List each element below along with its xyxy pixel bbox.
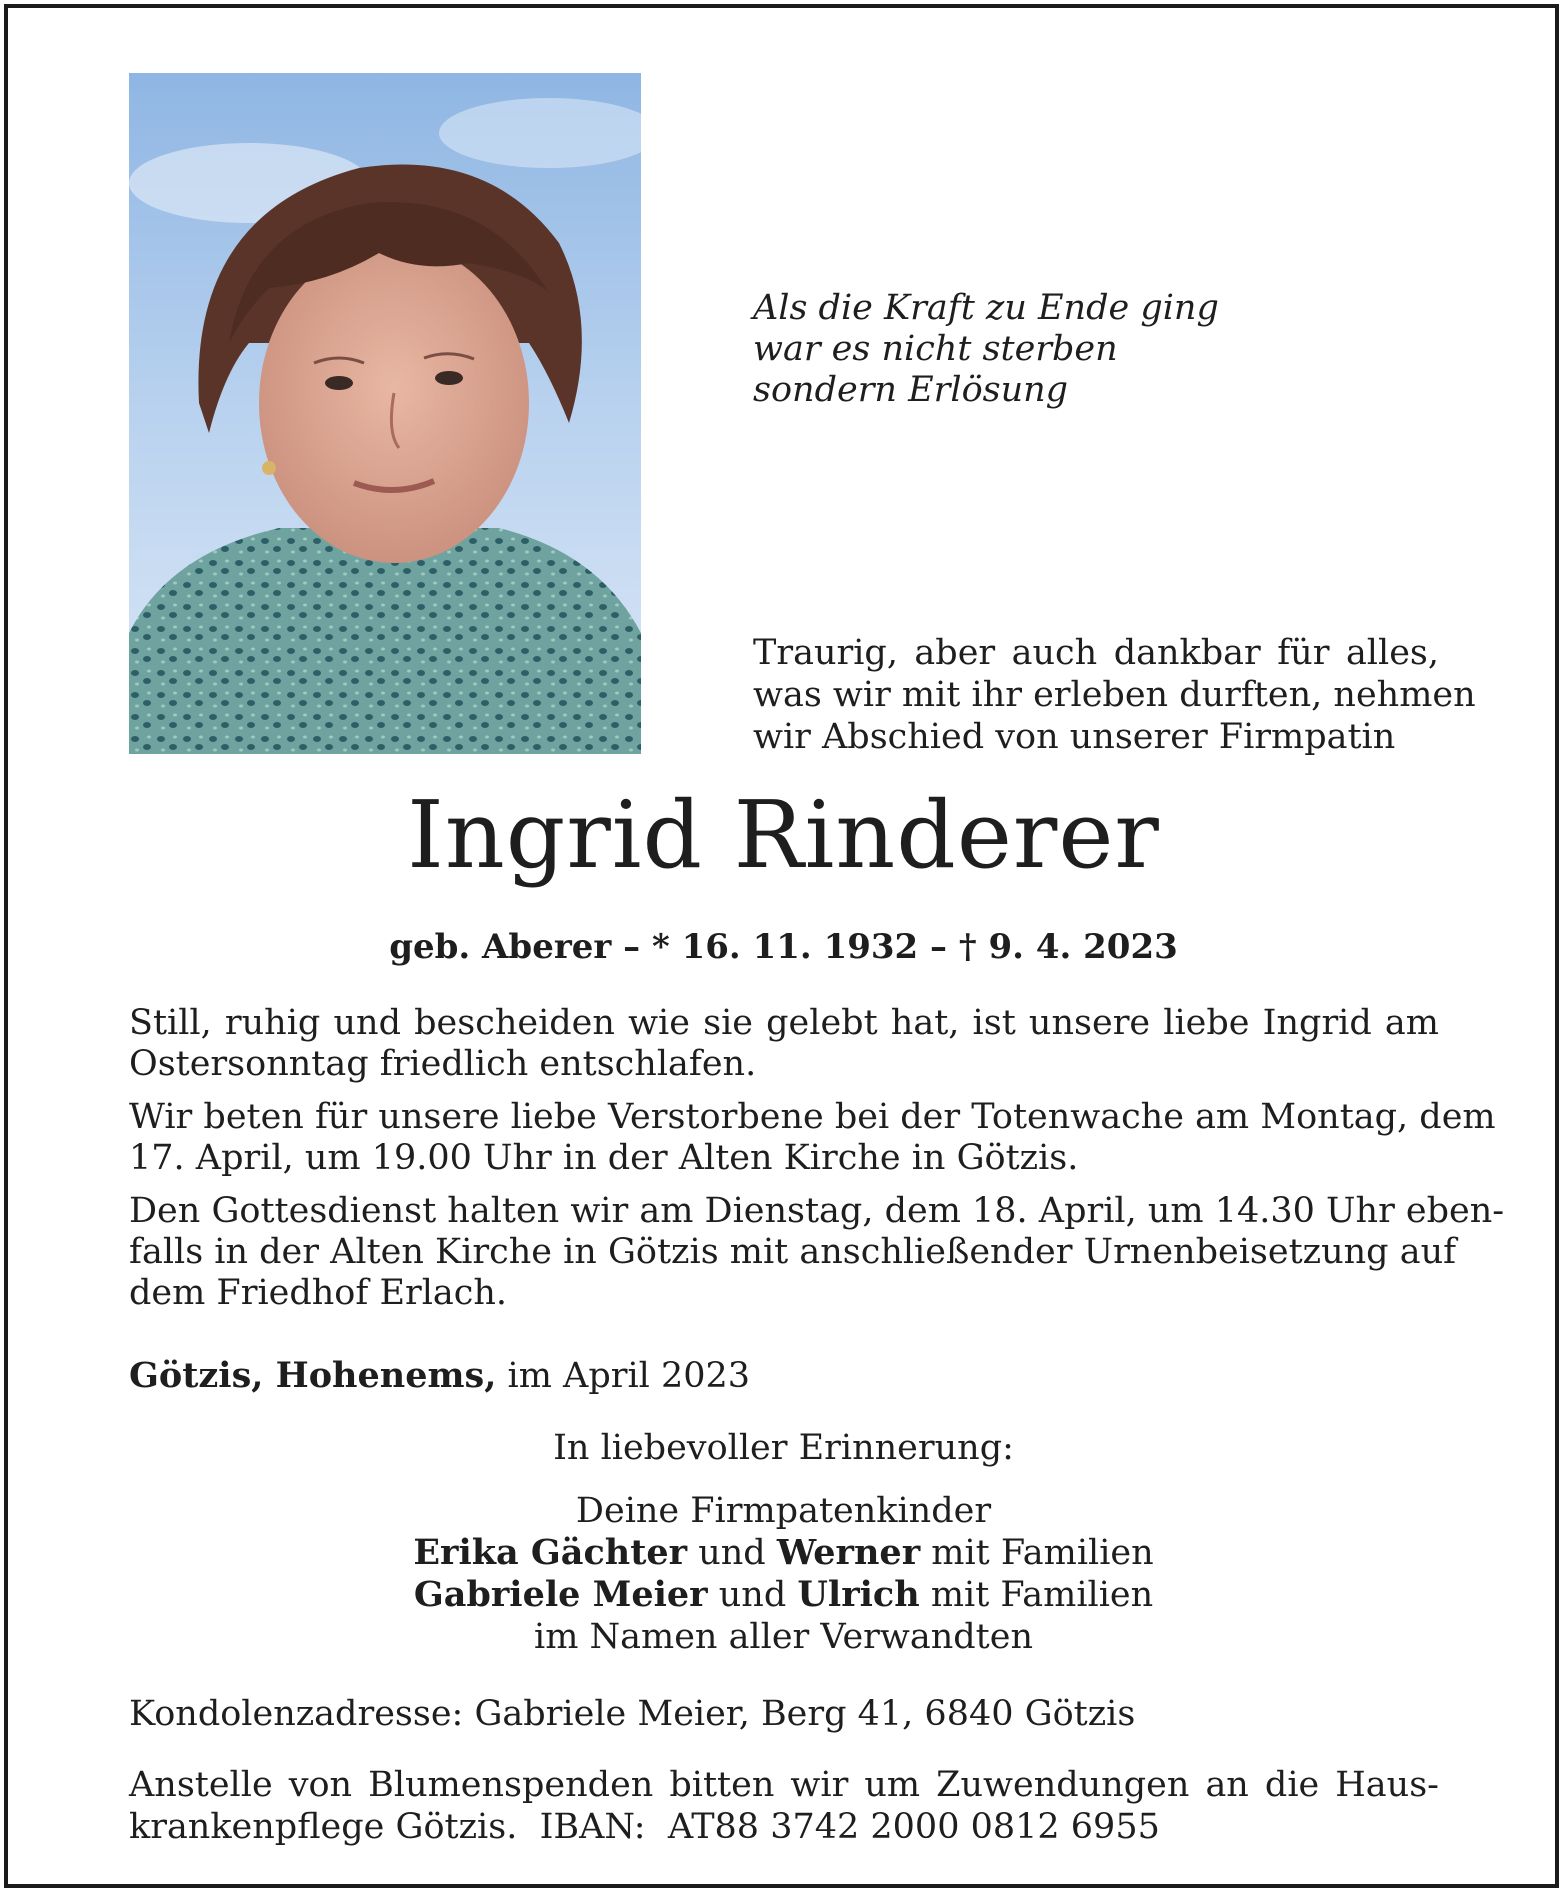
- quote-line: Als die Kraft zu Ende ging: [753, 288, 1219, 328]
- body-line: 17. April, um 19.00 Uhr in der Alten Kirche in Götzis.: [129, 1138, 1079, 1178]
- quote-line: war es nicht sterben: [753, 329, 1118, 369]
- signer-suffix: mit Familien: [920, 1533, 1154, 1573]
- place-and-date: [129, 1354, 750, 1398]
- quote-line: sondern Erlösung: [753, 370, 1069, 410]
- intro-line: wir Abschied von unserer Firmpatin: [753, 717, 1396, 757]
- signer-conjunction: und: [707, 1575, 798, 1615]
- signers-block: [0, 1490, 1567, 1658]
- memory-heading: In liebevoller Erinnerung:: [553, 1428, 1014, 1468]
- donation-note: [129, 1764, 1439, 1848]
- body-line: Ostersonntag friedlich entschlafen.: [129, 1044, 757, 1084]
- signer-name: Gabriele Meier: [413, 1574, 708, 1615]
- donation-line: krankenpflege Götzis. IBAN: AT88 3742 2000 0812 6955: [129, 1807, 1160, 1847]
- condolence-address: Kondolenzadresse: Gabriele Meier, Berg 41, 6840 Götzis: [129, 1694, 1136, 1734]
- epigraph-quote: [753, 288, 1293, 411]
- place-date: im April 2023: [496, 1356, 751, 1396]
- portrait-photo: [129, 73, 641, 754]
- signer-line: [0, 1574, 1567, 1616]
- body-line: Den Gottesdienst halten wir am Dienstag, dem 18. April, um 14.30 Uhr eben-: [129, 1191, 1505, 1231]
- signer-name: Ulrich: [797, 1574, 920, 1615]
- signers-closing: im Namen aller Verwandten: [534, 1617, 1033, 1657]
- signer-suffix: mit Familien: [919, 1575, 1154, 1615]
- place-towns: Götzis, Hohenems,: [129, 1355, 497, 1396]
- signer-name: Erika Gächter: [413, 1532, 688, 1573]
- donation-line: Anstelle von Blumenspenden bitten wir um Zuwendungen an die Haus-: [129, 1765, 1439, 1805]
- signer-name: Werner: [776, 1532, 921, 1573]
- deceased-name: Ingrid Rinderer: [407, 781, 1160, 889]
- body-line: Wir beten für unsere liebe Verstorbene bei der Totenwache am Montag, dem: [129, 1097, 1496, 1137]
- intro-line: was wir mit ihr erleben durften, nehmen: [753, 675, 1476, 715]
- intro-line: Traurig, aber auch dankbar für alles,: [753, 633, 1439, 673]
- intro-text: [753, 632, 1476, 758]
- announcement-body: [129, 1003, 1505, 1326]
- body-line: dem Friedhof Erlach.: [129, 1273, 508, 1313]
- paragraph-wake: [129, 1097, 1496, 1179]
- birth-death-dates: geb. Aberer – * 16. 11. 1932 – † 9. 4. 2023: [389, 927, 1178, 967]
- signers-heading: Deine Firmpatenkinder: [575, 1491, 992, 1531]
- paragraph-service: [129, 1191, 1505, 1314]
- signer-line: [0, 1532, 1567, 1574]
- signer-conjunction: und: [687, 1533, 777, 1573]
- body-line: falls in der Alten Kirche in Götzis mit anschließender Urnenbeisetzung auf: [129, 1232, 1457, 1272]
- body-line: Still, ruhig und bescheiden wie sie gelebt hat, ist unsere liebe Ingrid am: [129, 1003, 1439, 1043]
- paragraph-passing: [129, 1003, 1439, 1085]
